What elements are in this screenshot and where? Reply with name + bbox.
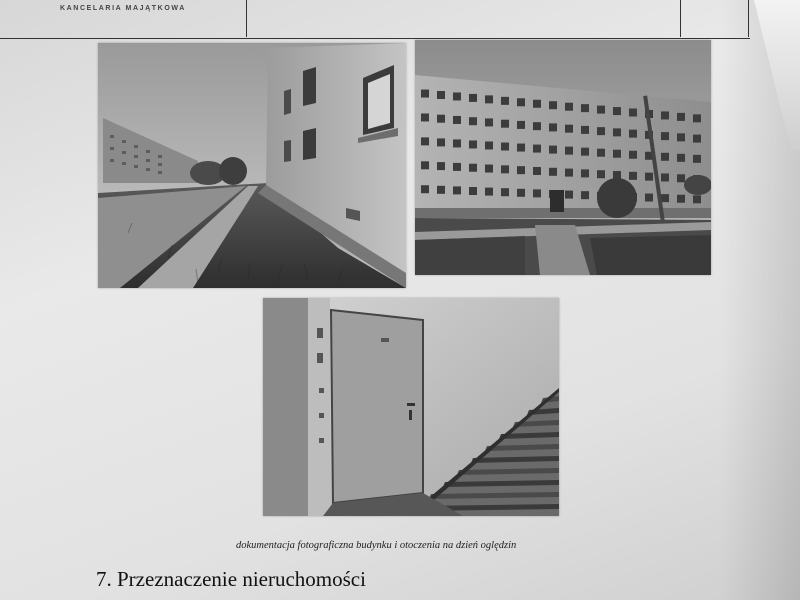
facade-window [693, 114, 701, 122]
facade-window [565, 191, 573, 199]
facade-window [485, 188, 493, 196]
facade-window [549, 168, 557, 176]
facade-window [597, 106, 605, 114]
facade-window [533, 122, 541, 130]
facade-window [469, 164, 477, 172]
facade-window [533, 189, 541, 197]
facade-window [517, 144, 525, 152]
facade-window [597, 127, 605, 135]
facade-window [565, 147, 573, 155]
photo-stairwell-door-image [263, 298, 559, 516]
header-cell-brand [0, 0, 247, 37]
facade-window [661, 132, 669, 140]
facade-window [581, 169, 589, 177]
page-header [0, 0, 750, 39]
facade-window [421, 137, 429, 145]
facade-window [421, 90, 429, 98]
facade-window [437, 91, 445, 99]
facade-window [517, 98, 525, 106]
facade-window [469, 140, 477, 148]
facade-window [533, 167, 541, 175]
facade-window [437, 138, 445, 146]
photo-building-facade-image [415, 40, 711, 275]
facade-window [437, 162, 445, 170]
facade-window [501, 165, 509, 173]
facade-window [581, 191, 589, 199]
facade-window [421, 113, 429, 121]
facade-window [693, 155, 701, 163]
facade-window [629, 130, 637, 138]
facade-window [485, 141, 493, 149]
facade-window [677, 154, 685, 162]
facade-window [693, 135, 701, 143]
facade-window [533, 145, 541, 153]
facade-window [629, 109, 637, 117]
facade-window [661, 111, 669, 119]
facade-window [581, 126, 589, 134]
facade-window [485, 118, 493, 126]
facade-window [485, 95, 493, 103]
photo-building-street [98, 43, 406, 288]
facade-window [661, 194, 669, 202]
section-heading: 7. Przeznaczenie nieruchomości [96, 567, 366, 591]
facade-window [677, 113, 685, 121]
photo-building-facade [415, 40, 711, 275]
facade-window [645, 173, 653, 181]
facade-window [517, 166, 525, 174]
facade-window [437, 186, 445, 194]
photo-building-street-image [98, 43, 406, 288]
facade-window [565, 103, 573, 111]
facade-window [501, 143, 509, 151]
facade-window [677, 174, 685, 182]
header-brand: KANCELARIA MAJĄTKOWA [60, 5, 186, 12]
facade-window [549, 101, 557, 109]
facade-window [549, 146, 557, 154]
facade-window [597, 149, 605, 157]
facade-window [693, 195, 701, 203]
facade-window [453, 139, 461, 147]
facade-window [645, 194, 653, 202]
facade-window [661, 173, 669, 181]
facade-window [485, 165, 493, 173]
facade-window [453, 163, 461, 171]
facade-window [565, 125, 573, 133]
facade-window [581, 104, 589, 112]
header-cell-middle [246, 0, 681, 37]
facade-window [613, 128, 621, 136]
facade-window [597, 170, 605, 178]
facade-window [469, 94, 477, 102]
facade-window [501, 120, 509, 128]
facade-window [613, 171, 621, 179]
header-cell-right [680, 0, 749, 37]
facade-window [661, 153, 669, 161]
facade-window [469, 187, 477, 195]
facade-window [517, 121, 525, 129]
facade-window [437, 115, 445, 123]
facade-window [453, 92, 461, 100]
facade-window [629, 151, 637, 159]
facade-window [453, 186, 461, 194]
photo-stairwell-door [263, 298, 559, 516]
facade-window [517, 189, 525, 197]
facade-window [677, 195, 685, 203]
facade-window [501, 188, 509, 196]
facade-window [421, 185, 429, 193]
facade-window [613, 107, 621, 115]
facade-window [501, 97, 509, 105]
facade-window [629, 172, 637, 180]
photo-caption: dokumentacja fotograficzna budynku i otoczenia na dzień oględzin [236, 540, 517, 551]
facade-window [469, 117, 477, 125]
facade-window [581, 148, 589, 156]
facade-window [565, 169, 573, 177]
facade-window [613, 150, 621, 158]
facade-window [533, 100, 541, 108]
facade-window [453, 116, 461, 124]
facade-window [549, 123, 557, 131]
facade-window [677, 133, 685, 141]
facade-window [421, 161, 429, 169]
